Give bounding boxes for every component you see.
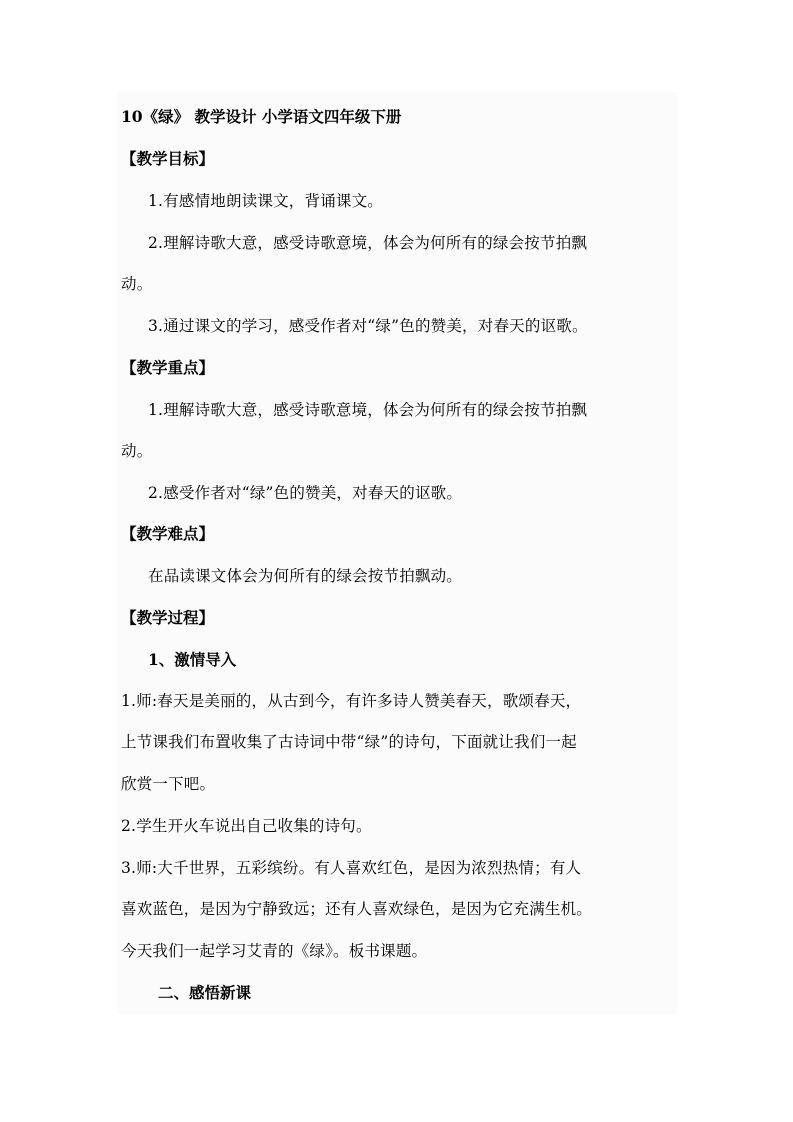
process-step2-heading: 二、感悟新课: [158, 983, 252, 1002]
process-heading: 【教学过程】: [121, 608, 215, 627]
key-points-heading: 【教学重点】: [121, 358, 215, 377]
objective-item-2-cont: 动。: [121, 275, 153, 293]
process-step1-line-4: 2.学生开火车说出自己收集的诗句。: [121, 817, 372, 835]
objective-item-2: 2.理解诗歌大意，感受诗歌意境，体会为何所有的绿会按节拍飘: [148, 234, 588, 252]
difficulties-heading: 【教学难点】: [121, 524, 215, 543]
key-point-item-1: 1.理解诗歌大意，感受诗歌意境，体会为何所有的绿会按节拍飘: [148, 401, 588, 419]
process-step1-line-5: 3.师:大千世界，五彩缤纷。有人喜欢红色，是因为浓烈热情；有人: [121, 859, 582, 877]
objectives-heading: 【教学目标】: [121, 149, 215, 168]
difficulty-item-1: 在品读课文体会为何所有的绿会按节拍飘动。: [148, 567, 463, 585]
process-step1-line-3: 欣赏一下吧。: [121, 775, 216, 793]
process-step1-heading: 1、激情导入: [148, 650, 237, 669]
objective-item-1: 1.有感情地朗读课文，背诵课文。: [148, 192, 383, 210]
process-step1-line-6: 喜欢蓝色，是因为宁静致远；还有人喜欢绿色，是因为它充满生机。: [121, 900, 593, 918]
process-step1-line-2: 上节课我们布置收集了古诗词中带“绿”的诗句，下面就让我们一起: [121, 733, 577, 751]
process-step1-line-1: 1.师:春天是美丽的，从古到今，有许多诗人赞美春天，歌颂春天，: [121, 692, 582, 710]
process-step1-line-7: 今天我们一起学习艾青的《绿》。板书课题。: [121, 942, 428, 960]
document-title: 10《绿》 教学设计 小学语文四年级下册: [121, 107, 402, 126]
objective-item-3: 3.通过课文的学习，感受作者对“绿”色的赞美，对春天的讴歌。: [148, 317, 588, 335]
key-point-item-2: 2.感受作者对“绿”色的赞美，对春天的讴歌。: [148, 484, 463, 502]
key-point-item-1-cont: 动。: [121, 442, 153, 460]
